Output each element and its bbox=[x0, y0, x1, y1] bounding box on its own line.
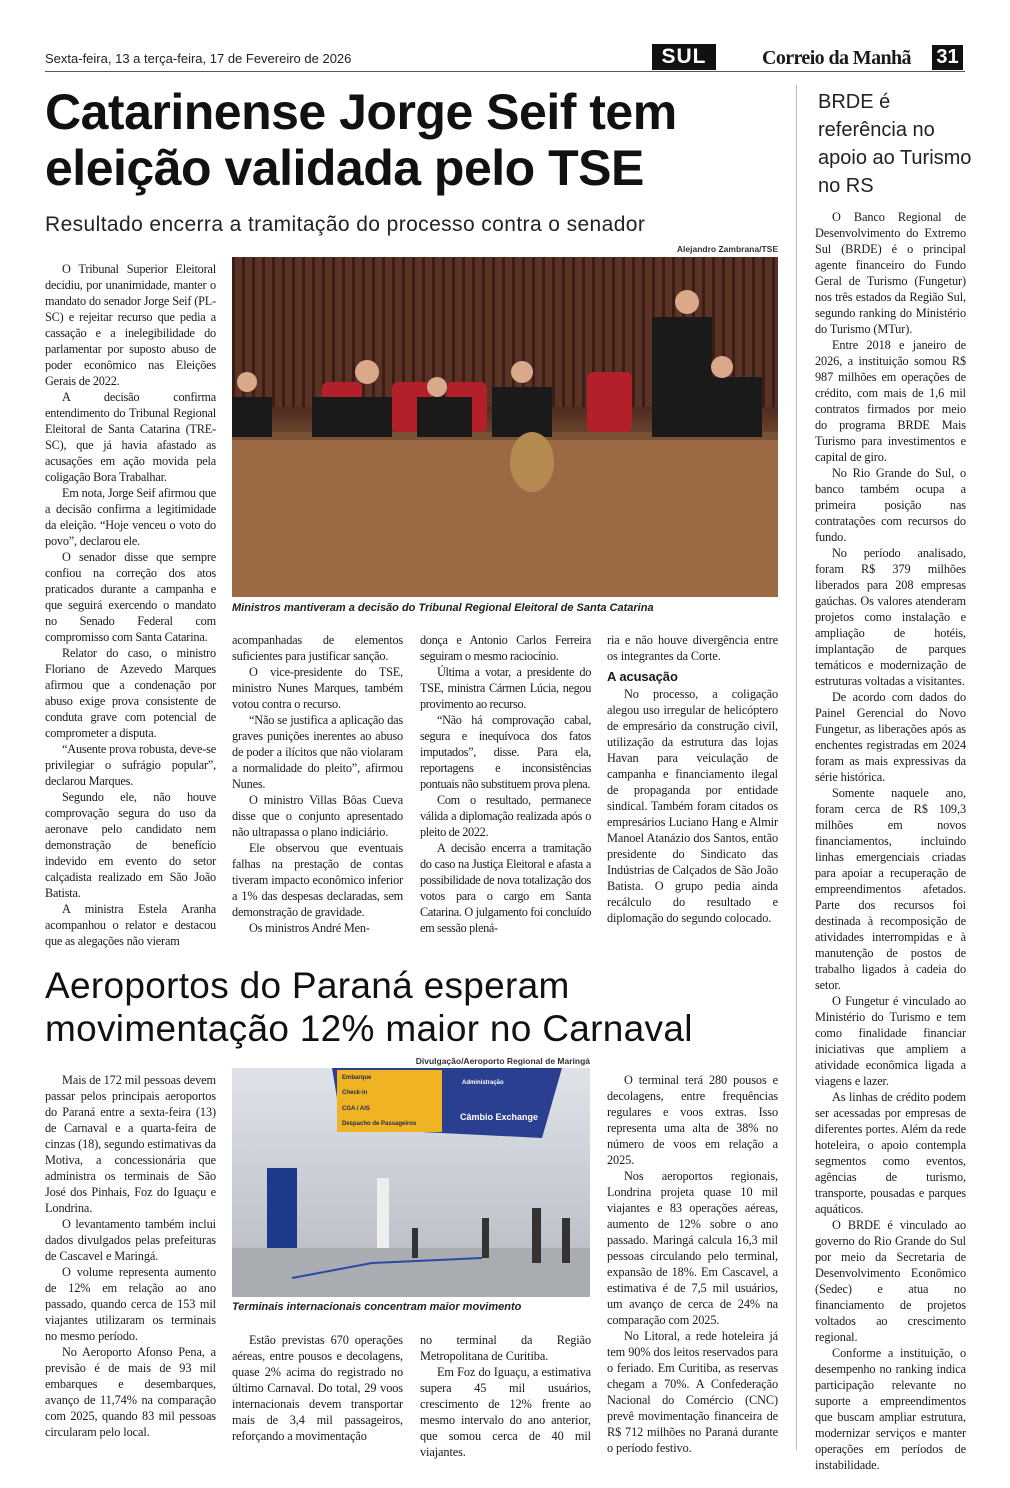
sign-label: Câmbio Exchange bbox=[460, 1112, 539, 1122]
paragraph: O levantamento também inclui dados divulgados pelas prefeituras de Cascavel e Maringá. bbox=[45, 1217, 216, 1263]
paragraph: No processo, a coligação alegou uso irregular de helicóptero de empresário da construção civil, utilização da estrutura das lojas Havan para veiculação de campanha e financiamento ilegal de propaganda por entidade sindical. Também foram citados os empresários Luciano Hang e Almir Manoel Atanázio dos Santos, então presidente do Sindicato das Indústrias de Calçados de São João Batista. O grupo pedia ainda recálculo do resultado e diplomação do segundo colocado. bbox=[607, 687, 778, 925]
paragraph: O senador disse que sempre confiou na correção dos atos praticados durante a campanha e que seguirá exercendo o mandato no Senado Federal com compromisso com Santa Catarina. bbox=[45, 550, 216, 644]
paragraph: O BRDE é vinculado ao governo do Rio Grande do Sul por meio da Secretaria de Desenvolvimento Econômico (Sedec) e atua no financiamento de projetos voltados ao crescimento regional. bbox=[815, 1218, 966, 1344]
article2-column-4 bbox=[607, 1072, 778, 1456]
court-session-image bbox=[232, 257, 778, 597]
paragraph: “Não se justifica a aplicação das graves punições inerentes ao abuso de poder a ilícitos que não violaram a normalidade do pleito”, afirmou Nunes. bbox=[232, 713, 403, 791]
paragraph: no terminal da Região Metropolitana de Curitiba. bbox=[420, 1333, 591, 1363]
paragraph: O volume representa aumento de 12% em relação ao ano passado, quando cerca de 153 mil viajantes utilizaram os terminais no mesmo período. bbox=[45, 1265, 216, 1343]
sign-label: CGA / AIS bbox=[342, 1106, 370, 1112]
paragraph: “Não há comprovação cabal, segura e inequívoca dos fatos imputados”, disse. Para ela, reportagens e inconsistências pontuais não substituem prova plena. bbox=[420, 713, 591, 791]
paragraph: As linhas de crédito podem ser acessadas por empresas de diferentes portes. Além da rede hoteleira, o apoio contempla segmentos como eventos, agências de turismo, transporte, pousadas e parques aquáticos. bbox=[815, 1090, 966, 1216]
article2-photo-credit: Divulgação/Aeroporto Regional de Maringá bbox=[415, 1056, 590, 1066]
paragraph: No Rio Grande do Sul, o banco também ocupa a primeira posição nas contratações com recursos do fundo. bbox=[815, 466, 966, 544]
paragraph: No período analisado, foram R$ 379 milhões liberados para 208 empresas gaúchas. Os valores atenderam projetos como instalação e ampliação de hotéis, implantação de parques temáticos e modernização de estruturas voltadas a visitantes. bbox=[815, 546, 966, 688]
article1-photo-credit: Alejandro Zambrana/TSE bbox=[676, 244, 778, 254]
article1-column-3 bbox=[420, 632, 591, 936]
article1-subtitle: Resultado encerra a tramitação do processo contra o senador bbox=[45, 213, 646, 236]
paragraph: O ministro Villas Bôas Cueva disse que o conjunto apresentado não ultrapassa o plano indiciário. bbox=[232, 793, 403, 839]
newspaper-logo: Correio da Manhã bbox=[762, 47, 911, 69]
paragraph: Entre 2018 e janeiro de 2026, a instituição somou R$ 987 milhões em operações de crédito, com mais de 1,6 mil contratos firmados por meio do programa BRDE Mais Turismo para investimentos e capital de giro. bbox=[815, 338, 966, 464]
paragraph: Em nota, Jorge Seif afirmou que a decisão confirma a legitimidade da eleição. “Hoje venceu o voto do povo”, declarou ele. bbox=[45, 486, 216, 548]
section-label: SUL bbox=[652, 44, 716, 70]
paragraph: Mais de 172 mil pessoas devem passar pelos principais aeroportos do Paraná entre a sexta-feira (13) de Carnaval e a quarta-feira de cinzas (18), segundo estimativas da Motiva, a concessionária que administra os terminais de São José dos Pinhais, Foz do Iguaçu e Londrina. bbox=[45, 1073, 216, 1215]
paragraph: O terminal terá 280 pousos e decolagens, entre frequências regulares e voos extras. Isso representa uma alta de 38% no número de voos em relação a 2025. bbox=[607, 1073, 778, 1167]
paragraph: Ele observou que eventuais falhas na prestação de contas tiveram impacto econômico inferior a 1% das despesas declaradas, sem demonstração de gravidade. bbox=[232, 841, 403, 919]
paragraph: Estão previstas 670 operações aéreas, entre pousos e decolagens, quase 2% acima do registrado no último Carnaval. Do total, 29 voos internacionais devem transportar mais de 3,4 mil passageiros, reforçando a movimentação bbox=[232, 1333, 403, 1443]
paragraph: Última a votar, a presidente do TSE, ministra Cármen Lúcia, negou provimento ao recurso. bbox=[420, 665, 591, 711]
article1-column-2 bbox=[232, 632, 403, 936]
paragraph: A decisão encerra a tramitação do caso na Justiça Eleitoral e afasta a possibilidade de nova totalização dos votos para o cargo em Santa Catarina. O julgamento foi concluído em sessão plená- bbox=[420, 841, 591, 935]
sidebar-headline: BRDE é referência no apoio ao Turismo no RS bbox=[818, 91, 972, 197]
paragraph: A ministra Estela Aranha acompanhou o relator e destacou que as alegações não vieram bbox=[45, 902, 216, 948]
article2-column-3 bbox=[420, 1332, 591, 1460]
page-number: 31 bbox=[932, 45, 963, 70]
article1-column-4 bbox=[607, 632, 778, 926]
sidebar-column bbox=[815, 209, 966, 1473]
paragraph: Segundo ele, não houve comprovação segura do uso da aeronave pelo candidato nem demonstração de benefício indevido em evento do setor calçadista realizado em São João Batista. bbox=[45, 790, 216, 900]
article1-column-1 bbox=[45, 261, 216, 949]
paragraph: Com o resultado, permanece válida a diplomação realizada após o pleito de 2022. bbox=[420, 793, 591, 839]
paragraph: donça e Antonio Carlos Ferreira seguiram o mesmo raciocínio. bbox=[420, 633, 591, 663]
header-divider bbox=[45, 71, 965, 72]
article2-photo bbox=[232, 1068, 590, 1297]
paragraph: No Aeroporto Afonso Pena, a previsão é de mais de 93 mil embarques e desembarques, avanço de 11,74% na comparação com 2025, quando 83 mil pessoas circularam pelo local. bbox=[45, 1345, 216, 1439]
paragraph: Conforme a instituição, o desempenho no ranking indica participação relevante no suporte a empreendimentos que buscam ampliar estrutura, modernizar serviços e manter operações em períodos de instabilidade. bbox=[815, 1346, 966, 1472]
paragraph: O vice-presidente do TSE, ministro Nunes Marques, também votou contra o recurso. bbox=[232, 665, 403, 711]
article1-photo bbox=[232, 257, 778, 597]
paragraph: No Litoral, a rede hoteleira já tem 90% dos leitos reservados para o feriado. Em Curitiba, as reservas chegam a 70%. A Confederação Nacional do Comércio (CNC) prevê movimentação financeira de R$ 712 milhões no Paraná durante o período festivo. bbox=[607, 1329, 778, 1455]
paragraph: acompanhadas de elementos suficientes para justificar sanção. bbox=[232, 633, 403, 663]
sign-label: Administração bbox=[462, 1080, 504, 1086]
article2-caption: Terminais internacionais concentram maior movimento bbox=[232, 1301, 522, 1313]
issue-date: Sexta-feira, 13 a terça-feira, 17 de Fevereiro de 2026 bbox=[45, 51, 352, 66]
paragraph: “Ausente prova robusta, deve-se privilegiar o sufrágio popular”, declarou Marques. bbox=[45, 742, 216, 788]
paragraph: O Fungetur é vinculado ao Ministério do Turismo e tem como finalidade financiar iniciativas que ampliem a atividade econômica ligada a viagens e lazer. bbox=[815, 994, 966, 1088]
article2-column-1 bbox=[45, 1072, 216, 1440]
article1-caption: Ministros mantiveram a decisão do Tribunal Regional Eleitoral de Santa Catarina bbox=[232, 602, 654, 614]
paragraph: Relator do caso, o ministro Floriano de Azevedo Marques afirmou que a condenação por abuso exige prova consistente de conduta grave com potencial de comprometer a disputa. bbox=[45, 646, 216, 740]
sign-label: Embarque bbox=[342, 1075, 372, 1081]
subheading: A acusação bbox=[607, 669, 678, 684]
paragraph: A decisão confirma entendimento do Tribunal Regional Eleitoral de Santa Catarina (TRE-SC), que já havia afastado as acusações em ação movida pela coligação Bora Trabalhar. bbox=[45, 390, 216, 484]
paragraph: Os ministros André Men- bbox=[249, 921, 370, 935]
sidebar-divider bbox=[796, 85, 797, 1450]
sign-label: Check-in bbox=[342, 1090, 368, 1096]
paragraph: Somente naquele ano, foram cerca de R$ 109,3 milhões em novos financiamentos, incluindo linhas emergenciais criadas para apoiar a recuperação de empreendimentos afetados. Parte dos recursos foi destinada à recomposição de atividades interrompidas e à manutenção de postos de trabalho ligados à cadeia do setor. bbox=[815, 786, 966, 992]
article1-headline: Catarinense Jorge Seif tem eleição validada pelo TSE bbox=[45, 84, 677, 196]
paragraph: ria e não houve divergência entre os integrantes da Corte. bbox=[607, 633, 778, 663]
article2-column-2 bbox=[232, 1332, 403, 1444]
paragraph: De acordo com dados do Painel Gerencial do Novo Fungetur, as liberações após as enchentes registradas em 2024 foram as mais expressivas da série histórica. bbox=[815, 690, 966, 784]
paragraph: O Tribunal Superior Eleitoral decidiu, por unanimidade, manter o mandato do senador Jorge Seif (PL-SC) e rejeitar recurso que pedia a cassação e a inelegibilidade do parlamentar por suposto abuso de poder econômico nas Eleições Gerais de 2022. bbox=[45, 262, 216, 388]
sign-label: Despacho de Passageiros bbox=[342, 1121, 417, 1127]
paragraph: Nos aeroportos regionais, Londrina projeta quase 10 mil viajantes e 83 operações aéreas, aumento de 12% sobre o ano passado. Maringá calcula 16,3 mil pessoas circulando pelo terminal, expansão de 18%. Em Cascavel, a estimativa é de 7,5 mil usuários, um avanço de cerca de 24% na comparação com 2025. bbox=[607, 1169, 778, 1327]
paragraph: Em Foz do Iguaçu, a estimativa supera 45 mil usuários, crescimento de 12% frente ao mesmo intervalo do ano anterior, que somou cerca de 40 mil viajantes. bbox=[420, 1365, 591, 1459]
airport-terminal-image bbox=[232, 1068, 590, 1297]
paragraph: O Banco Regional de Desenvolvimento do Extremo Sul (BRDE) é o principal agente financeiro do Fundo Geral de Turismo (Fungetur) nos três estados da Região Sul, segundo ranking do Ministério do Turismo (MTur). bbox=[815, 210, 966, 336]
article2-headline: Aeroportos do Paraná esperam movimentação 12% maior no Carnaval bbox=[45, 965, 693, 1049]
